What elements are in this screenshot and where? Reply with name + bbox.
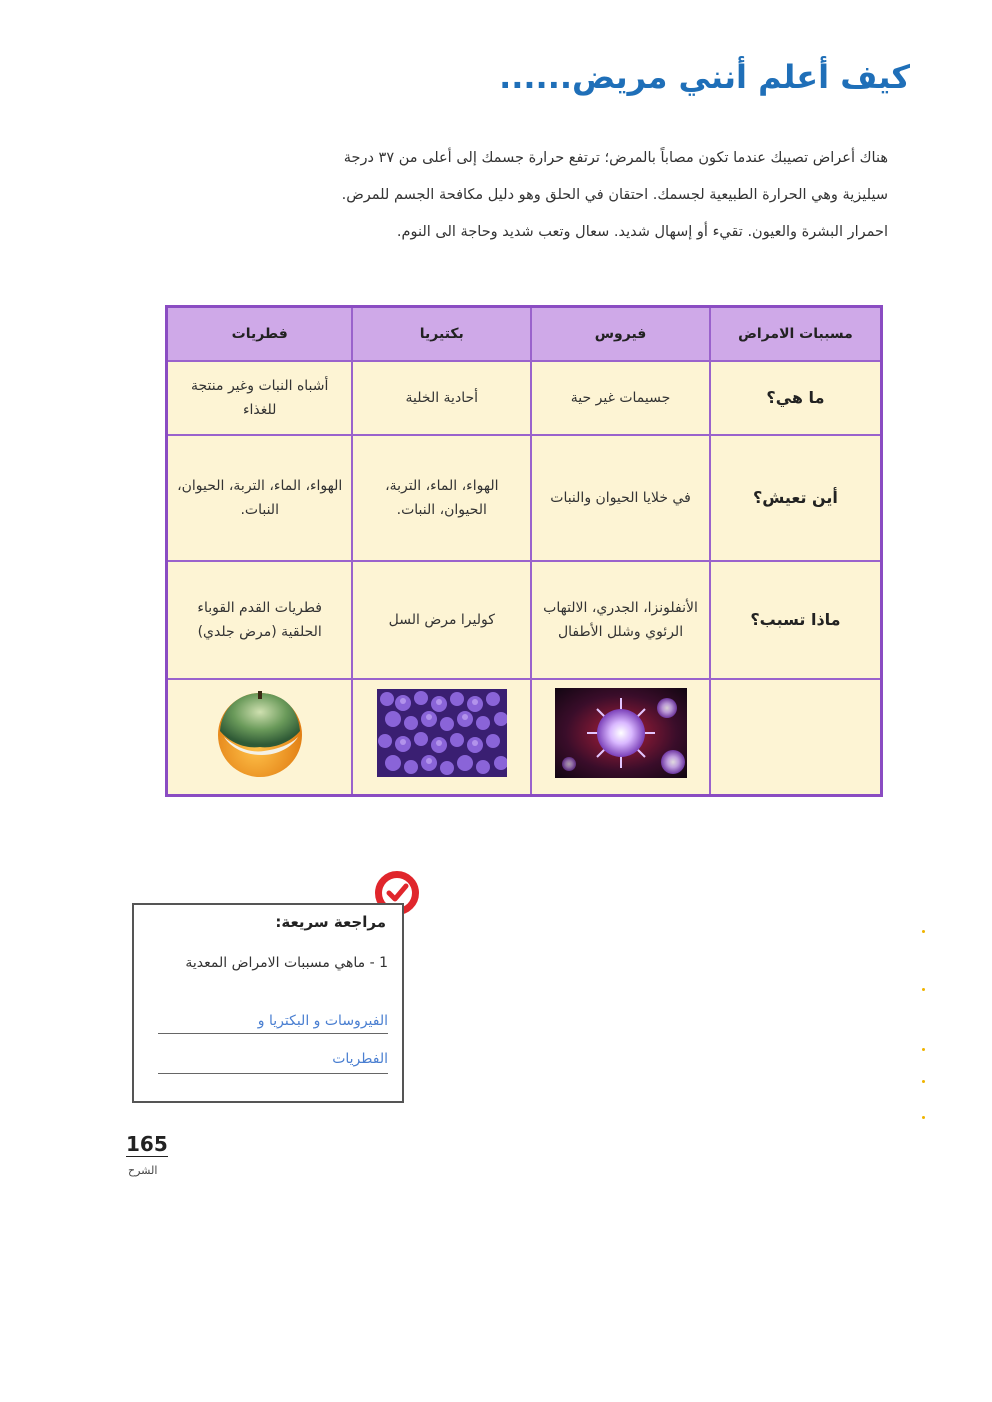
cell-virus-where: في خلايا الحيوان والنبات — [531, 435, 710, 561]
margin-dot — [922, 1048, 925, 1051]
cell-fungi-causes: فطريات القدم القوباء الحلقية (مرض جلدي) — [167, 561, 353, 679]
row-label-what: ما هي؟ — [710, 361, 882, 435]
empty-cell — [710, 679, 882, 796]
table-row — [167, 361, 882, 435]
cell-bacteria-causes: كوليرا مرض السل — [352, 561, 531, 679]
intro-line: احمرار البشرة والعيون. تقيء أو إسهال شديد. سعال وتعب شديد وحاجة الى النوم. — [396, 224, 888, 240]
cell-bacteria-where: الهواء، الماء، التربة، الحيوان، النبات. — [352, 435, 531, 561]
virus-image — [555, 688, 687, 778]
table-row — [167, 435, 882, 561]
cell-fungi-where: الهواء، الماء، التربة، الحيوان، النبات. — [167, 435, 353, 561]
page-number: 165 — [126, 1132, 168, 1156]
review-answer-line[interactable]: الفيروسات و البكتريا و — [158, 1013, 388, 1034]
table-row — [167, 561, 882, 679]
table-header-row — [167, 307, 882, 362]
virus-image-cell — [531, 679, 710, 796]
row-label-where: أين تعيش؟ — [710, 435, 882, 561]
mouldy-orange-image — [212, 687, 308, 779]
margin-dot — [922, 988, 925, 991]
header-virus: فيروس — [531, 307, 710, 362]
row-label-causes: ماذا تسبب؟ — [710, 561, 882, 679]
page-title: كيف أعلم أنني مريض...... — [499, 58, 910, 96]
margin-dot — [922, 930, 925, 933]
bacteria-image-cell — [352, 679, 531, 796]
cell-bacteria-what: أحادية الخلية — [352, 361, 531, 435]
intro-paragraph — [148, 140, 888, 251]
page-section-label: الشرح — [128, 1164, 158, 1177]
fungi-image-cell — [167, 679, 353, 796]
margin-dot — [922, 1116, 925, 1119]
review-title: مراجعة سريعة: — [275, 913, 386, 931]
header-bacteria: بكتيريا — [352, 307, 531, 362]
review-question: 1 - ماهي مسببات الامراض المعدية — [185, 955, 388, 971]
cell-fungi-what: أشباه النبات وغير منتجة للغذاء — [167, 361, 353, 435]
pathogens-table — [165, 305, 883, 797]
margin-dot — [922, 1080, 925, 1083]
quick-review-box — [132, 903, 404, 1103]
bacteria-image — [377, 689, 507, 777]
header-fungi: فطريات — [167, 307, 353, 362]
intro-line: هناك أعراض تصيبك عندما تكون مصاباً بالمرض؛ ترتفع حرارة جسمك إلى أعلى من ٣٧ درجة — [343, 150, 888, 166]
cell-virus-causes: الأنفلونزا، الجدري، الالتهاب الرئوي وشلل الأطفال — [531, 561, 710, 679]
cell-virus-what: جسيمات غير حية — [531, 361, 710, 435]
intro-line: سيليزية وهي الحرارة الطبيعية لجسمك. احتقان في الحلق وهو دليل مكافحة الجسم للمرض. — [341, 187, 888, 203]
review-answer-line[interactable]: الفطريات — [158, 1051, 388, 1074]
table-image-row — [167, 679, 882, 796]
header-pathogens: مسببات الامراض — [710, 307, 882, 362]
